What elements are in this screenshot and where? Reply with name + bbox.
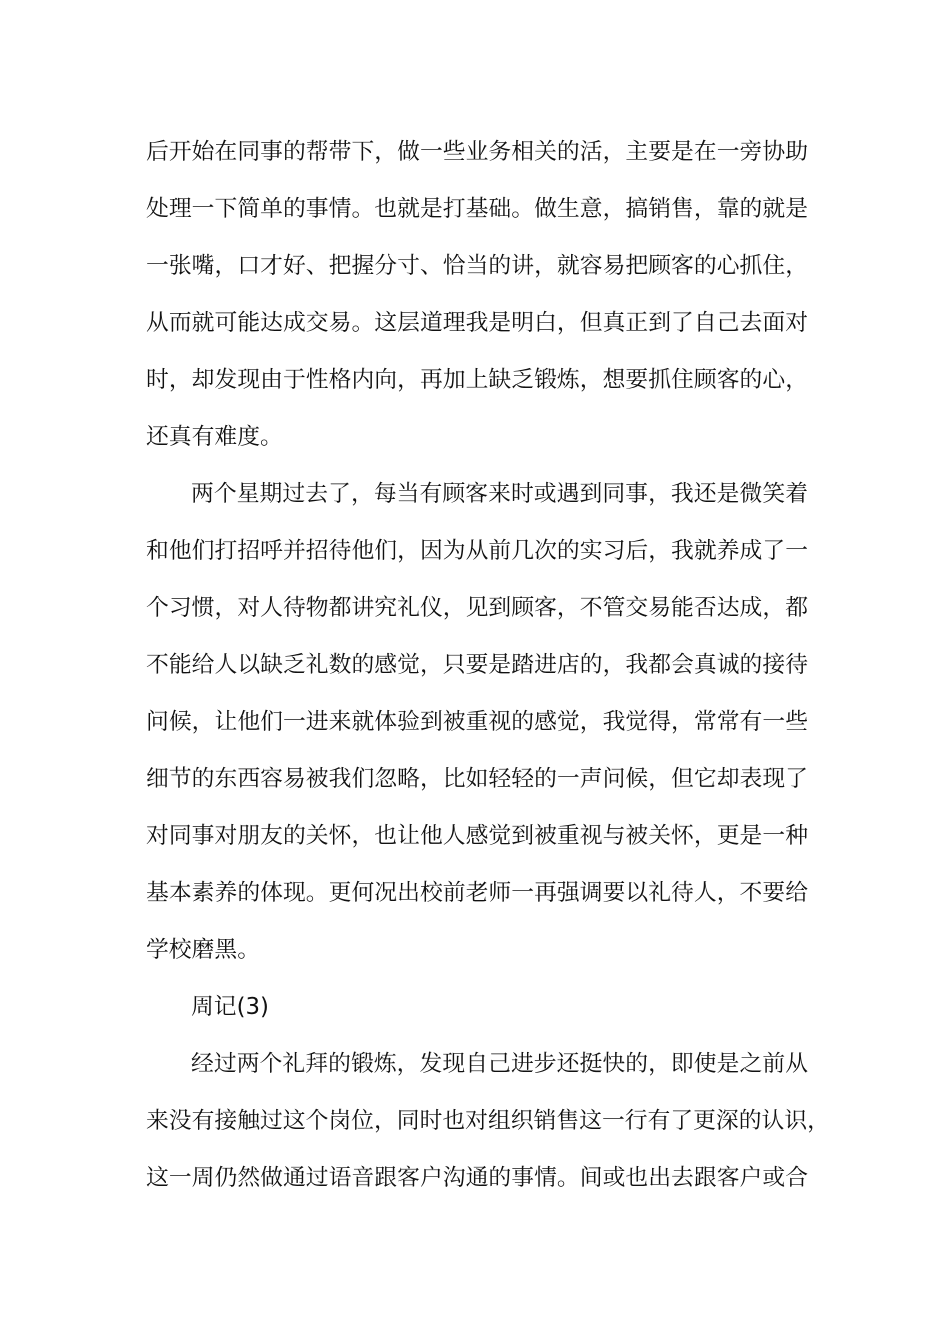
text-line-15: 学校磨黑。 <box>146 937 260 963</box>
text-line-8: 和他们打招呼并招待他们，因为从前几次的实习后，我就养成了一 <box>146 538 808 564</box>
text-line-11: 问候，让他们一进来就体验到被重视的感觉，我觉得，常常有一些 <box>146 709 808 735</box>
text-line-14: 基本素养的体现。更何况出校前老师一再强调要以礼待人，不要给 <box>146 880 808 906</box>
text-line-7: 两个星期过去了，每当有顾客来时或遇到同事，我还是微笑着 <box>191 481 808 507</box>
text-line-3: 一张嘴，口才好、把握分寸、恰当的讲，就容易把顾客的心抓住， <box>146 253 808 279</box>
text-line-10: 不能给人以缺乏礼数的感觉，只要是踏进店的，我都会真诚的接待 <box>146 652 808 678</box>
text-line-2: 处理一下简单的事情。也就是打基础。做生意，搞销售，靠的就是 <box>146 196 808 222</box>
text-line-1: 后开始在同事的帮带下，做一些业务相关的活，主要是在一旁协助 <box>146 139 808 165</box>
text-line-9: 个习惯，对人待物都讲究礼仪，见到顾客，不管交易能否达成，都 <box>146 595 808 621</box>
text-line-13: 对同事对朋友的关怀，也让他人感觉到被重视与被关怀，更是一种 <box>146 823 808 849</box>
text-line-5: 时，却发现由于性格内向，再加上缺乏锻炼，想要抓住顾客的心， <box>146 367 808 393</box>
text-line-18: 来没有接触过这个岗位，同时也对组织销售这一行有了更深的认识， <box>146 1108 830 1134</box>
text-line-4: 从而就可能达成交易。这层道理我是明白，但真正到了自己去面对 <box>146 310 808 336</box>
section-heading: 周记(3) <box>191 994 269 1020</box>
text-line-19: 这一周仍然做通过语音跟客户沟通的事情。间或也出去跟客户或合 <box>146 1165 808 1191</box>
text-line-17: 经过两个礼拜的锻炼，发现自己进步还挺快的，即使是之前从 <box>191 1051 808 1077</box>
text-line-12: 细节的东西容易被我们忽略，比如轻轻的一声问候，但它却表现了 <box>146 766 808 792</box>
text-line-6: 还真有难度。 <box>146 424 283 450</box>
